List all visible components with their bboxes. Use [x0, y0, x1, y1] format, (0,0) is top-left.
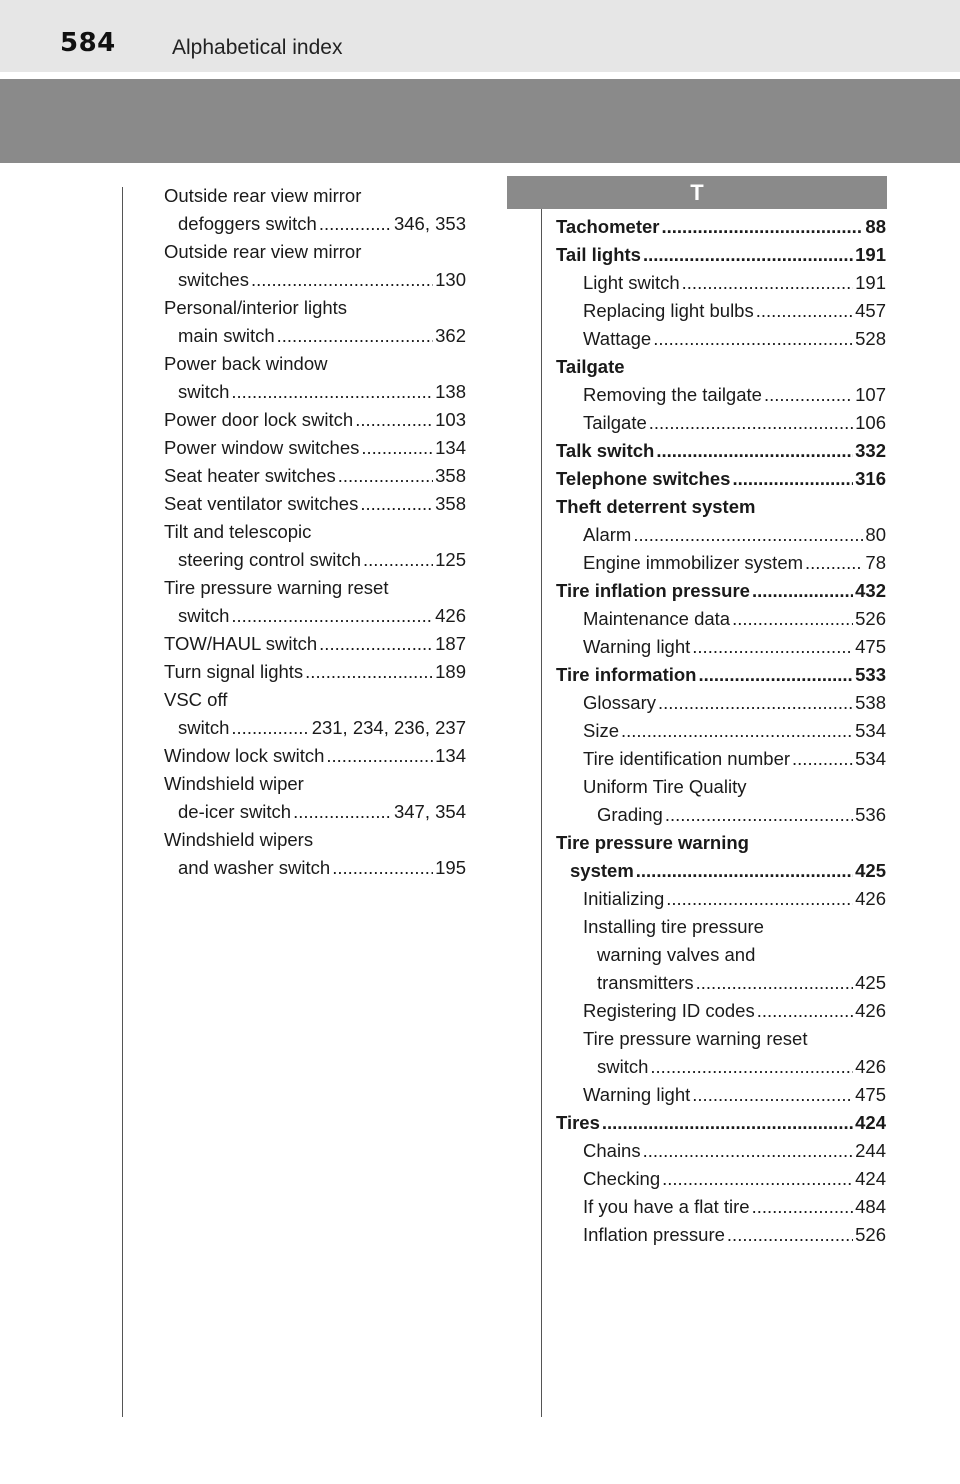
- index-entry-label: Removing the tailgate: [583, 384, 762, 405]
- index-heading: Windshield wipers: [164, 829, 314, 850]
- dot-leader: [805, 549, 863, 577]
- dot-leader: [752, 577, 853, 605]
- dot-leader: [305, 658, 433, 686]
- index-entry: [556, 213, 886, 241]
- dot-leader: [231, 378, 433, 406]
- dot-leader: [656, 437, 853, 465]
- index-entry-page: 347, 354: [393, 801, 466, 822]
- dot-leader: [696, 969, 853, 997]
- dot-leader: [732, 605, 853, 633]
- index-entry: [164, 322, 466, 350]
- dot-leader: [653, 325, 853, 353]
- index-entry: [556, 381, 886, 409]
- dot-leader: [360, 490, 433, 518]
- index-entry-label: Glossary: [583, 692, 656, 713]
- index-entry-label: Tailgate: [583, 412, 647, 433]
- dot-leader: [326, 742, 433, 770]
- index-entry-page: 484: [855, 1196, 886, 1217]
- index-entry-label: transmitters: [597, 972, 694, 993]
- index-entry: [164, 714, 466, 742]
- index-entry-label: If you have a flat tire: [583, 1196, 750, 1217]
- index-entry-label: steering control switch: [178, 549, 362, 570]
- index-entry: [556, 241, 886, 269]
- index-entry-label: Power door lock switch: [164, 409, 354, 430]
- index-entry: [164, 490, 466, 518]
- dot-leader: [692, 633, 853, 661]
- index-column-right: [556, 213, 886, 1249]
- index-heading: Tire pressure warning reset: [583, 1028, 808, 1049]
- index-entry-label: Alarm: [583, 524, 632, 545]
- index-entry: [556, 857, 886, 885]
- index-entry-page: 88: [865, 216, 886, 237]
- index-entry: [556, 997, 886, 1025]
- index-entry-label: switch: [178, 717, 230, 738]
- index-entry-label: Replacing light bulbs: [583, 300, 754, 321]
- index-heading: Outside rear view mirror: [164, 241, 362, 262]
- dot-leader: [698, 661, 853, 689]
- dot-leader: [643, 1137, 854, 1165]
- index-entry-page: 191: [855, 272, 886, 293]
- index-entry-page: 426: [855, 888, 886, 909]
- dot-leader: [363, 546, 433, 574]
- dot-leader: [692, 1081, 853, 1109]
- index-entry-page: 244: [855, 1140, 886, 1161]
- index-entry-label: Grading: [597, 804, 663, 825]
- index-entry-page: 195: [435, 857, 466, 878]
- index-entry-label: system: [570, 860, 634, 881]
- index-entry-page: 358: [435, 493, 466, 514]
- index-entry-label: Wattage: [583, 328, 652, 349]
- index-entry-label: Warning light: [583, 636, 691, 657]
- index-entry-label: Registering ID codes: [583, 1000, 755, 1021]
- index-entry-label: Chains: [583, 1140, 641, 1161]
- middle-column-rule: [541, 187, 542, 1417]
- index-entry-label: Maintenance data: [583, 608, 731, 629]
- dot-leader: [633, 521, 863, 549]
- index-entry: [556, 1165, 886, 1193]
- index-entry-page: 424: [855, 1168, 886, 1189]
- index-entry-page: 106: [855, 412, 886, 433]
- index-entry-label: Talk switch: [556, 440, 655, 461]
- index-entry-page: 134: [435, 745, 466, 766]
- letter-heading-t: T: [507, 176, 887, 209]
- index-entry-page: 362: [435, 325, 466, 346]
- dot-leader: [665, 801, 853, 829]
- index-entry: [556, 717, 886, 745]
- index-entry-label: Initializing: [583, 888, 665, 909]
- index-entry-page: 191: [855, 244, 886, 265]
- index-entry-label: switch: [178, 605, 230, 626]
- index-entry: [556, 633, 886, 661]
- index-entry-page: 534: [855, 720, 886, 741]
- dot-leader: [727, 1221, 853, 1249]
- index-entry-label: Inflation pressure: [583, 1224, 725, 1245]
- index-entry: [556, 465, 886, 493]
- index-entry-label: Tire inflation pressure: [556, 580, 750, 601]
- index-entry-label: Tire identification number: [583, 748, 791, 769]
- index-entry-page: 424: [855, 1112, 886, 1133]
- dot-leader: [662, 213, 864, 241]
- index-entry-page: 358: [435, 465, 466, 486]
- index-entry: [556, 549, 886, 577]
- index-entry-page: 425: [855, 860, 886, 881]
- index-entry-page: 231, 234, 236, 237: [311, 717, 466, 738]
- dot-leader: [277, 322, 433, 350]
- dot-leader: [643, 241, 853, 269]
- index-entry-page: 187: [435, 633, 466, 654]
- index-entry: [556, 409, 886, 437]
- dot-leader: [649, 409, 853, 437]
- dot-leader: [658, 689, 853, 717]
- index-entry-label: Size: [583, 720, 619, 741]
- index-entry-label: main switch: [178, 325, 275, 346]
- dot-leader: [293, 798, 392, 826]
- index-entry-page: 426: [855, 1000, 886, 1021]
- index-heading: Tailgate: [556, 356, 625, 377]
- index-entry: [164, 630, 466, 658]
- dot-leader: [636, 857, 853, 885]
- index-entry-page: 189: [435, 661, 466, 682]
- index-entry: [556, 1221, 886, 1249]
- index-entry-page: 107: [855, 384, 886, 405]
- index-entry: [556, 269, 886, 297]
- index-entry: [556, 801, 886, 829]
- dot-leader: [792, 745, 853, 773]
- index-entry-label: Tires: [556, 1112, 600, 1133]
- dot-leader: [319, 630, 433, 658]
- index-entry-page: 533: [855, 664, 886, 685]
- index-heading: Tire pressure warning reset: [164, 577, 389, 598]
- index-entry-page: 526: [855, 1224, 886, 1245]
- index-entry: [164, 266, 466, 294]
- dot-leader: [602, 1109, 853, 1137]
- dot-leader: [764, 381, 853, 409]
- index-heading: Tire pressure warning: [556, 832, 749, 853]
- index-entry-label: Warning light: [583, 1084, 691, 1105]
- index-entry-page: 80: [865, 524, 886, 545]
- dot-leader: [666, 885, 853, 913]
- index-entry-label: Seat heater switches: [164, 465, 336, 486]
- index-entry: [556, 1137, 886, 1165]
- index-entry-page: 332: [855, 440, 886, 461]
- index-entry-page: 78: [865, 552, 886, 573]
- index-entry-page: 134: [435, 437, 466, 458]
- index-entry-label: Tachometer: [556, 216, 660, 237]
- index-entry-label: Checking: [583, 1168, 661, 1189]
- index-entry: [556, 969, 886, 997]
- index-entry-page: 538: [855, 692, 886, 713]
- index-entry-label: switch: [178, 381, 230, 402]
- dot-leader: [650, 1053, 853, 1081]
- index-entry: [556, 577, 886, 605]
- index-entry-page: 103: [435, 409, 466, 430]
- index-entry-label: Light switch: [583, 272, 680, 293]
- dot-leader: [361, 434, 433, 462]
- dot-leader: [757, 997, 853, 1025]
- index-entry-label: de-icer switch: [178, 801, 292, 822]
- index-entry-page: 426: [435, 605, 466, 626]
- index-entry-label: switches: [178, 269, 249, 290]
- index-entry: [164, 798, 466, 826]
- header-band: [0, 0, 960, 72]
- index-entry: [164, 406, 466, 434]
- index-heading: Power back window: [164, 353, 328, 374]
- index-entry-page: 346, 353: [393, 213, 466, 234]
- index-entry: [164, 742, 466, 770]
- index-entry-page: 125: [435, 549, 466, 570]
- dot-leader: [682, 269, 853, 297]
- page-number: 584: [60, 28, 116, 58]
- index-entry-label: Seat ventilator switches: [164, 493, 359, 514]
- index-entry: [556, 885, 886, 913]
- index-heading: warning valves and: [597, 944, 756, 965]
- index-entry-page: 425: [855, 972, 886, 993]
- index-heading: Outside rear view mirror: [164, 185, 362, 206]
- index-entry: [556, 745, 886, 773]
- index-entry: [164, 602, 466, 630]
- index-entry: [556, 1081, 886, 1109]
- index-entry-page: 457: [855, 300, 886, 321]
- index-entry-page: 432: [855, 580, 886, 601]
- dot-leader: [338, 462, 433, 490]
- index-entry: [164, 434, 466, 462]
- index-entry-page: 426: [855, 1056, 886, 1077]
- index-entry: [556, 1193, 886, 1221]
- dot-leader: [621, 717, 853, 745]
- index-entry-label: Tail lights: [556, 244, 641, 265]
- index-entry: [556, 661, 886, 689]
- index-entry: [556, 1109, 886, 1137]
- dot-leader: [231, 714, 309, 742]
- index-entry: [556, 297, 886, 325]
- index-entry-page: 536: [855, 804, 886, 825]
- index-entry-label: Window lock switch: [164, 745, 325, 766]
- index-entry-page: 526: [855, 608, 886, 629]
- index-entry-page: 130: [435, 269, 466, 290]
- index-entry: [164, 462, 466, 490]
- index-entry: [556, 689, 886, 717]
- index-entry: [556, 521, 886, 549]
- dot-leader: [732, 465, 853, 493]
- index-entry: [164, 210, 466, 238]
- index-heading: Installing tire pressure: [583, 916, 764, 937]
- dot-leader: [662, 1165, 853, 1193]
- index-entry-page: 138: [435, 381, 466, 402]
- index-entry-page: 534: [855, 748, 886, 769]
- index-heading: Theft deterrent system: [556, 496, 756, 517]
- index-heading: Tilt and telescopic: [164, 521, 312, 542]
- index-entry: [556, 605, 886, 633]
- dot-leader: [332, 854, 433, 882]
- index-entry-page: 475: [855, 636, 886, 657]
- index-heading: VSC off: [164, 689, 228, 710]
- index-entry-label: Telephone switches: [556, 468, 731, 489]
- index-entry-label: Power window switches: [164, 437, 360, 458]
- index-entry-label: Turn signal lights: [164, 661, 304, 682]
- index-heading: Windshield wiper: [164, 773, 304, 794]
- section-title: Alphabetical index: [172, 36, 343, 59]
- dot-leader: [355, 406, 433, 434]
- index-entry-label: Tire information: [556, 664, 697, 685]
- index-entry: [164, 658, 466, 686]
- dot-leader: [319, 210, 392, 238]
- dot-leader: [251, 266, 433, 294]
- index-entry: [164, 546, 466, 574]
- index-entry: [556, 437, 886, 465]
- index-entry-label: switch: [597, 1056, 649, 1077]
- index-entry-label: TOW/HAUL switch: [164, 633, 318, 654]
- index-entry: [164, 378, 466, 406]
- index-entry-page: 528: [855, 328, 886, 349]
- index-heading: Personal/interior lights: [164, 297, 348, 318]
- index-entry: [556, 1053, 886, 1081]
- index-entry-label: defoggers switch: [178, 213, 317, 234]
- dot-leader: [752, 1193, 854, 1221]
- dot-leader: [231, 602, 433, 630]
- dot-leader: [756, 297, 853, 325]
- index-column-left: [164, 182, 466, 882]
- left-column-rule: [122, 187, 123, 1417]
- index-entry-page: 316: [855, 468, 886, 489]
- index-entry: [556, 325, 886, 353]
- index-entry-page: 475: [855, 1084, 886, 1105]
- index-heading: Uniform Tire Quality: [583, 776, 747, 797]
- index-entry-label: Engine immobilizer system: [583, 552, 804, 573]
- index-entry: [164, 854, 466, 882]
- index-entry-label: and washer switch: [178, 857, 331, 878]
- header-decor-band: [0, 79, 960, 163]
